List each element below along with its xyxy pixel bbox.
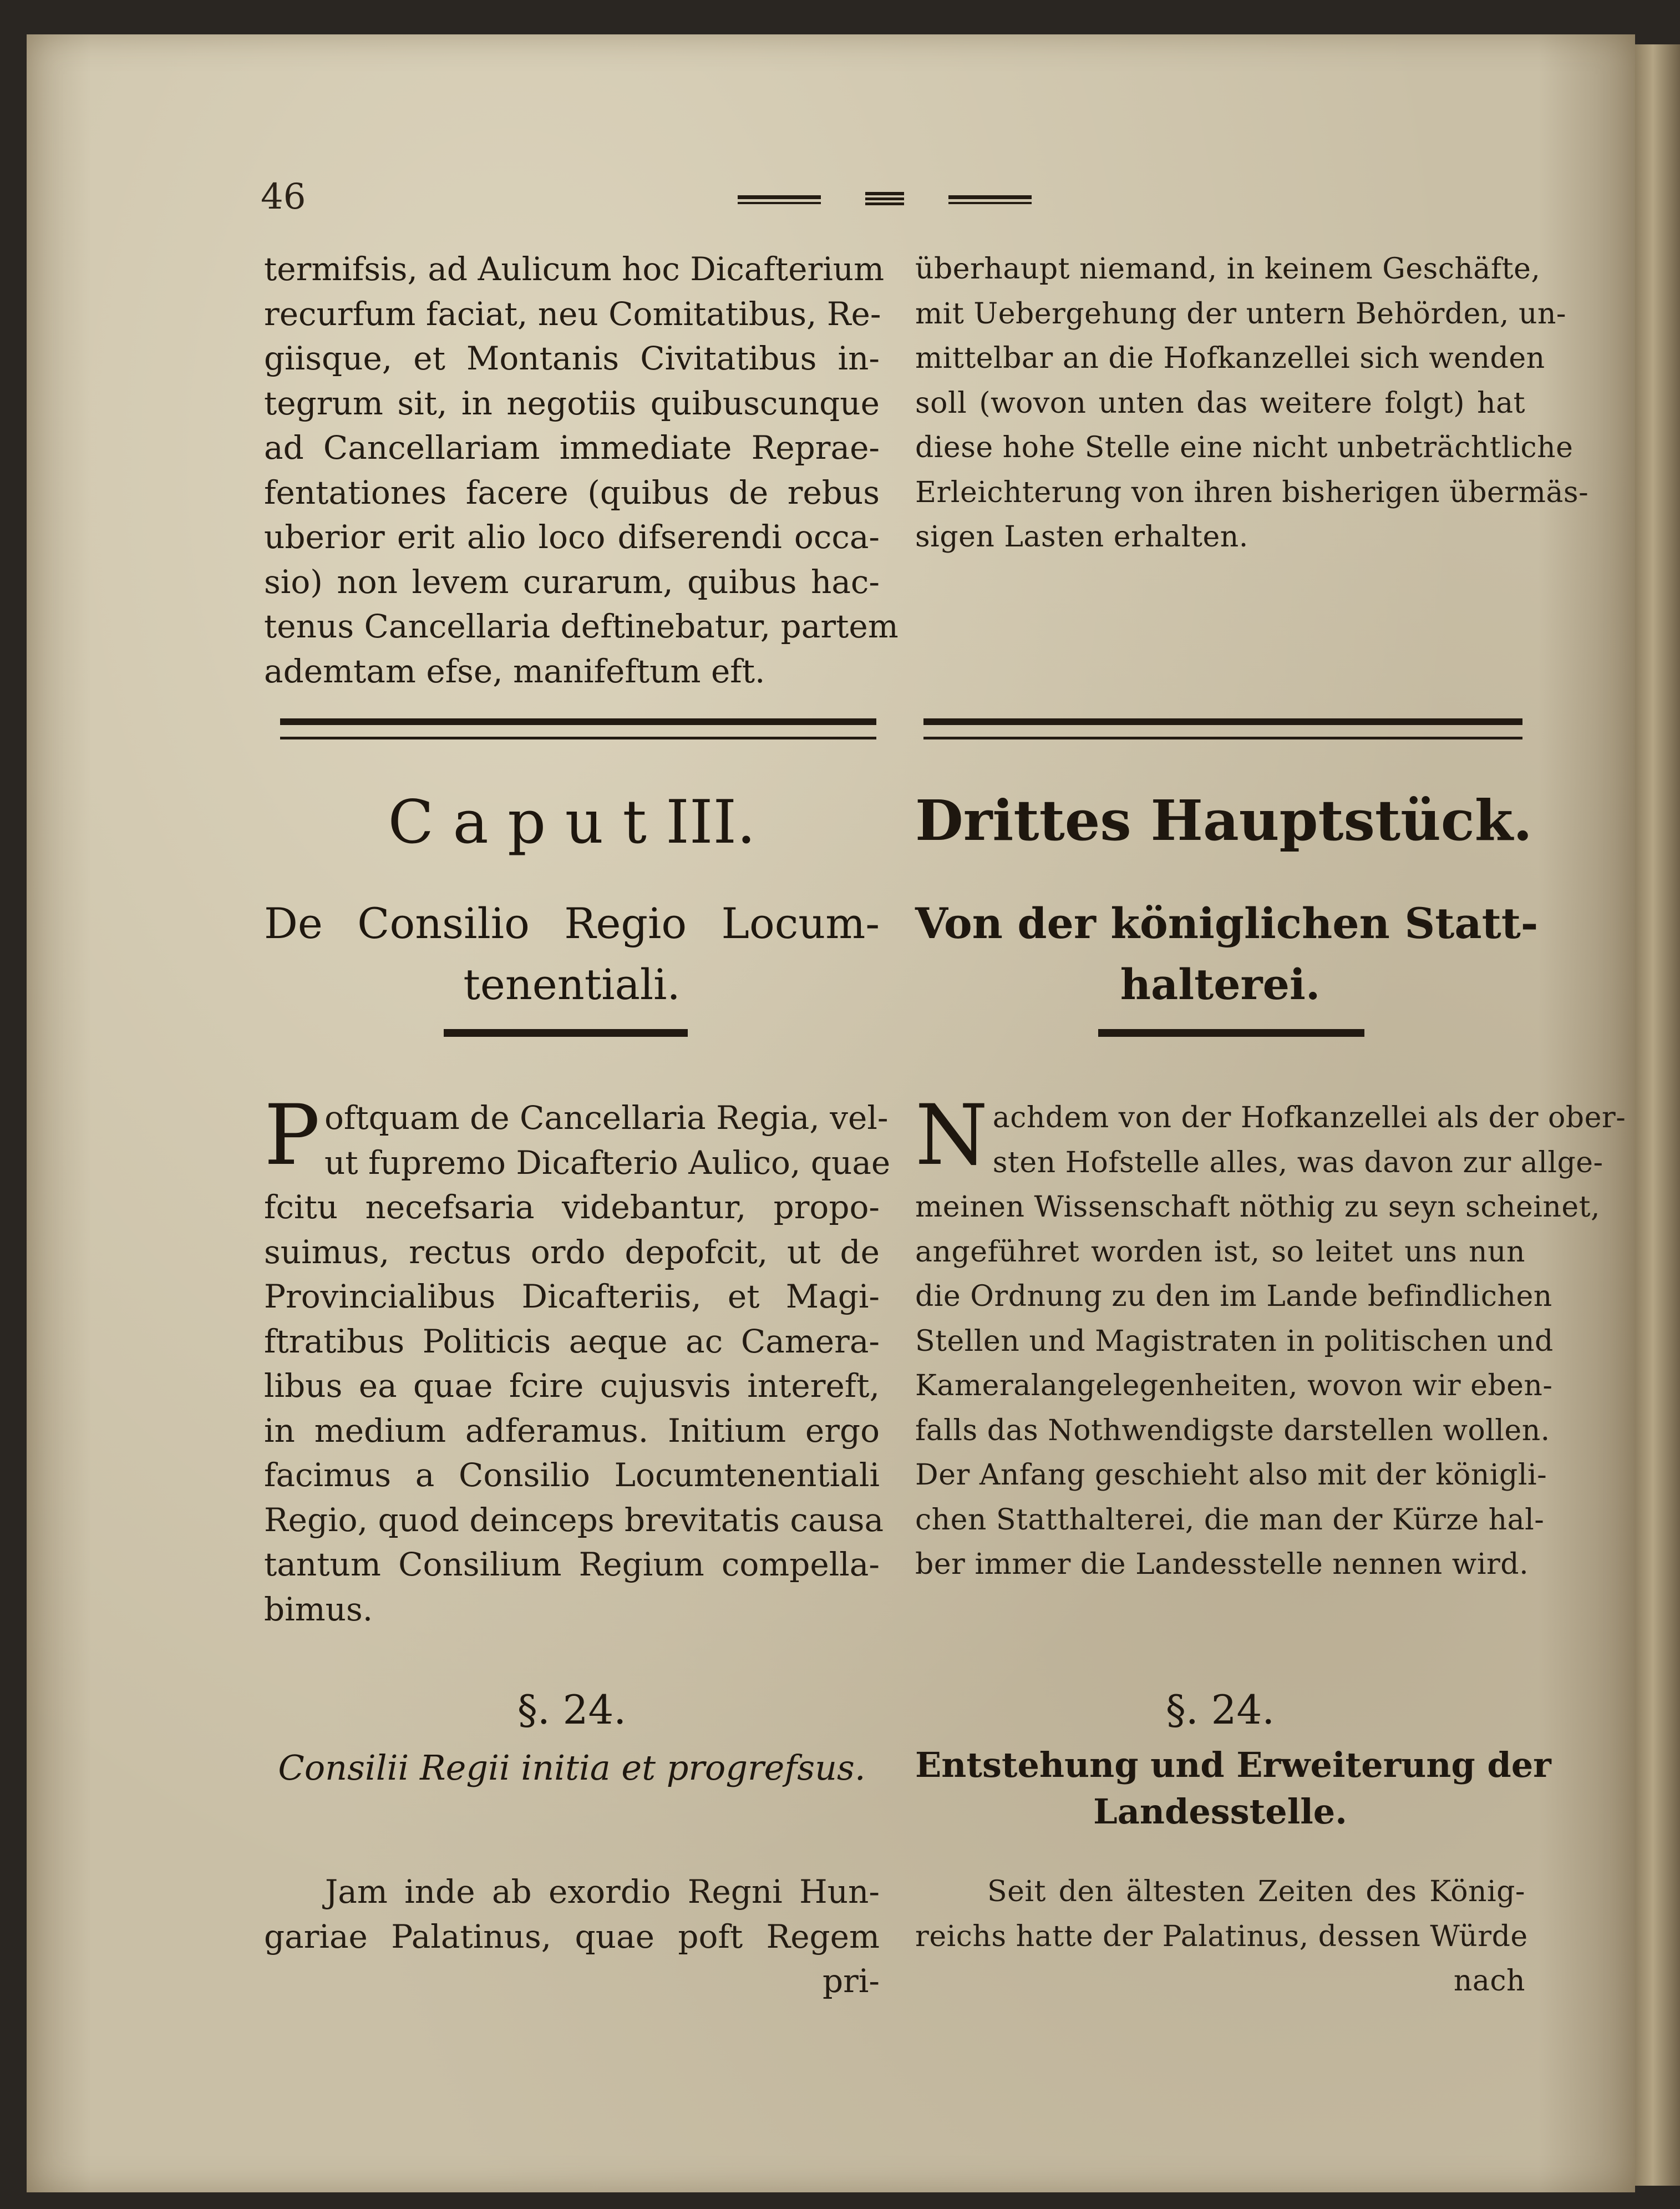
text-line: tegrum sit, in negotiis quibuscunque	[264, 384, 880, 422]
text-line: ftratibus Politicis aeque ac Camera-	[264, 1322, 880, 1360]
text-line: libus ea quae fcire cujusvis intereft,	[264, 1367, 880, 1405]
page-edge	[1635, 44, 1680, 2186]
text-line: Seit den ältesten Zeiten des König-	[987, 1875, 1525, 1908]
text-line: falls das Nothwendigste darstellen wollen.	[915, 1413, 1550, 1447]
text-line: achdem von der Hofkanzellei als der ober-	[992, 1101, 1626, 1134]
text-line: ber immer die Landesstelle nennen wird.	[915, 1548, 1529, 1581]
section-divider-left	[280, 718, 876, 739]
chapter-subtitle-german	[915, 893, 1539, 1015]
top-right-paragraph	[915, 247, 1589, 560]
text-line: Provincialibus Dicafteriis, et Magi-	[264, 1278, 880, 1315]
text-line: suimus, rectus ordo depofcit, ut de	[264, 1233, 880, 1271]
text-line: in medium adferamus. Initium ergo	[264, 1411, 880, 1450]
text-line: Stellen und Magistraten in politischen und	[915, 1324, 1554, 1358]
bottom-right-paragraph	[915, 1869, 1528, 2004]
text-line: termifsis, ad Aulicum hoc Dicafterium	[264, 250, 885, 288]
bottom-left-paragraph	[264, 1869, 880, 2004]
text-line: diese hohe Stelle eine nicht unbeträchtliche	[915, 431, 1574, 464]
section-number-german: §. 24.	[1165, 1686, 1275, 1733]
text-line: mit Uebergehung der untern Behörden, un-	[915, 297, 1567, 331]
catchword: pri-	[822, 1962, 880, 2000]
section-divider-right	[923, 718, 1522, 739]
text-line: recurfum faciat, neu Comitatibus, Re-	[264, 295, 881, 333]
text-line: fentationes facere (quibus de rebus	[264, 473, 880, 511]
text-line: giisque, et Montanis Civitatibus in-	[264, 340, 880, 377]
catchword: nach	[1453, 1964, 1525, 1998]
text-line: Regio, quod deinceps brevitatis causa	[264, 1501, 884, 1539]
subtitle-line: Von der königlichen Statt-	[915, 899, 1539, 948]
text-line: tantum Consilium Regium compella-	[264, 1546, 880, 1583]
section-number-latin: §. 24.	[517, 1686, 627, 1733]
section-title-line: Landesstelle.	[1093, 1791, 1347, 1832]
section-title-latin: Consilii Regii initia et progrefsus.	[278, 1747, 866, 1788]
text-line: chen Statthalterei, die man der Kürze hal-	[915, 1503, 1545, 1537]
chapter-title-latin: C a p u t III.	[388, 788, 756, 857]
text-line: tenus Cancellaria deftinebatur, partem	[264, 607, 899, 645]
text-line: bimus.	[264, 1590, 373, 1628]
text-line: gariae Palatinus, quae poft Regem	[264, 1917, 880, 1955]
text-line: Erleichterung von ihren bisherigen übermäs-	[915, 475, 1589, 509]
intro-left-paragraph	[264, 1087, 891, 1632]
chapter-title-german: Drittes Hauptstück.	[915, 788, 1532, 853]
text-line: facimus a Consilio Locumtenentiali	[264, 1456, 880, 1494]
chapter-subtitle-latin	[264, 893, 880, 1015]
page-number: 46	[261, 176, 306, 217]
subtitle-line: tenentiali.	[463, 960, 681, 1009]
top-left-paragraph	[264, 247, 899, 693]
short-divider-right	[1098, 1029, 1364, 1037]
text-line: Der Anfang geschieht also mit der königli-	[915, 1458, 1547, 1492]
intro-right-paragraph	[915, 1087, 1626, 1587]
text-line: Jam inde ab exordio Regni Hun-	[325, 1873, 880, 1911]
subtitle-line: De Consilio Regio Locum-	[264, 899, 880, 948]
short-divider-left	[444, 1029, 688, 1037]
text-line: ad Cancellariam immediate Repraе-	[264, 429, 880, 467]
text-line: sigen Lasten erhalten.	[915, 520, 1248, 554]
text-line: meinen Wissenschaft nöthig zu seyn scheinet,	[915, 1190, 1601, 1224]
page-header	[261, 176, 1520, 221]
text-line: mittelbar an die Hofkanzellei sich wenden	[915, 342, 1545, 375]
drop-cap: N	[915, 1087, 988, 1184]
section-title-line: Entstehung und Erweiterung der	[915, 1745, 1551, 1785]
text-line: uberior erit alio loco difserendi occa-	[264, 518, 880, 556]
text-line: angeführet worden ist, so leitet uns nun	[915, 1235, 1525, 1269]
text-line: überhaupt niemand, in keinem Geschäfte,	[915, 252, 1541, 286]
text-line: oftquam de Cancellaria Regia, vel-	[324, 1099, 889, 1137]
subtitle-line: halterei.	[1120, 960, 1321, 1009]
text-line: sten Hofstelle alles, was davon zur allge-	[992, 1146, 1603, 1179]
text-line: Kameralangelegenheiten, wovon wir eben-	[915, 1369, 1553, 1402]
text-line: soll (wovon unten das weitere folgt) hat	[915, 386, 1525, 420]
text-line: ut fupremo Dicafterio Aulico, quae	[324, 1143, 891, 1182]
drop-cap: P	[264, 1087, 320, 1184]
header-ornament	[738, 190, 1043, 212]
section-title-german	[915, 1742, 1551, 1835]
text-line: ademtam efse, manifeftum eft.	[264, 652, 765, 690]
text-line: reichs hatte der Palatinus, dessen Würde	[915, 1919, 1528, 1953]
text-line: sio) non levem curarum, quibus hac-	[264, 563, 880, 601]
text-line: fcitu necefsaria videbantur, propo-	[264, 1188, 880, 1226]
text-line: die Ordnung zu den im Lande befindlichen	[915, 1280, 1552, 1313]
